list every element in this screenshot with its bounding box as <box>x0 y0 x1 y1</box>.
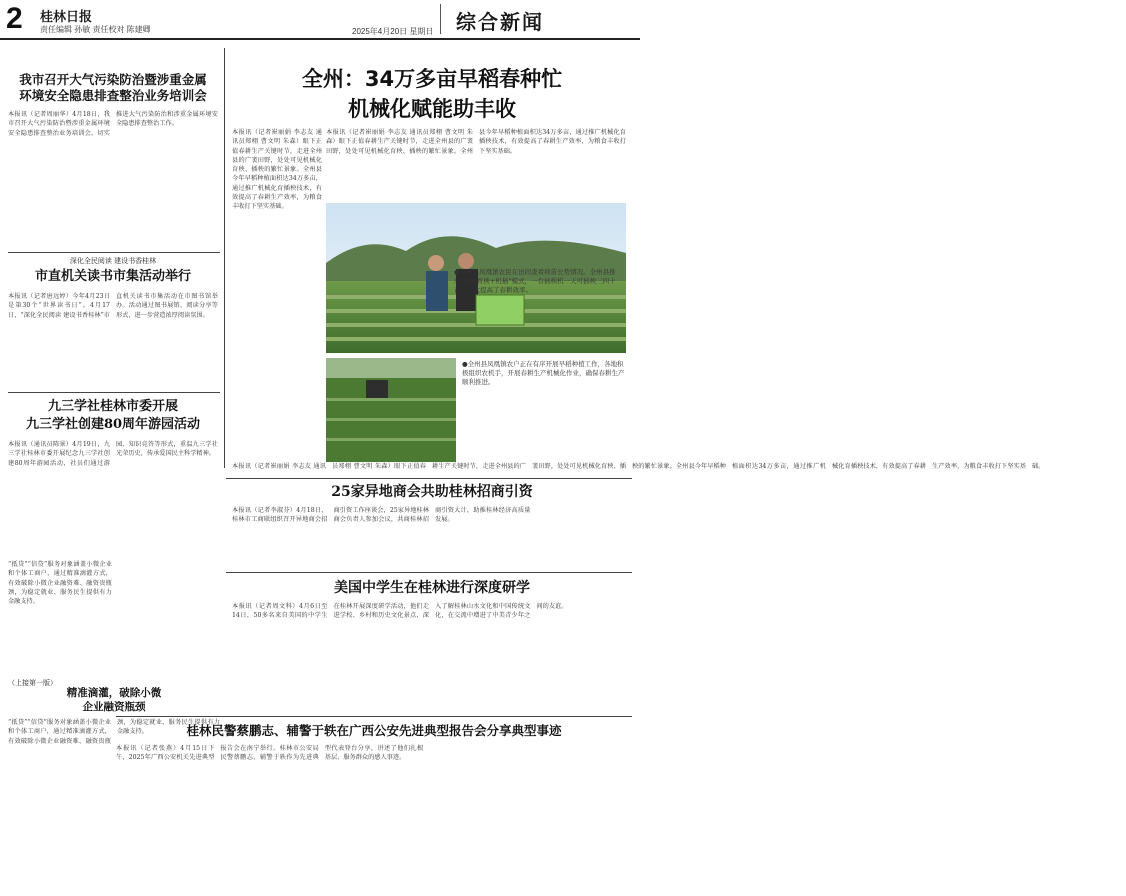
story-kicker: 深化全民阅读 建设书香桂林 <box>69 257 157 265</box>
story-kicker: （上接第一版） <box>8 679 57 687</box>
divider <box>226 478 632 479</box>
story-title-line1: 我市召开大气污染防治暨涉重金属 <box>19 72 207 87</box>
divider <box>116 716 632 717</box>
hero-body-continued <box>232 462 1045 476</box>
story-quanzhou-rice <box>232 64 632 124</box>
story-chambers-of-commerce <box>232 482 632 502</box>
story-title-line2: 企业融资瓶颈 <box>82 701 146 713</box>
divider <box>8 252 220 253</box>
story-finance-title <box>8 686 220 714</box>
story-body: 本报讯（通讯员陈景）4月19日，九三学社桂林市委开展纪念九三学社创建80周年游园活动，社员们通过游园、知识竞答等形式，重温九三学社光荣历史，传承爱国民主科学精神。 <box>8 441 218 467</box>
page-number: 2 <box>6 2 23 35</box>
story-police-heroes <box>116 722 632 740</box>
story-body: 本报讯（记者李淑芬）4月18日，桂林市工商联组织召开异地商会招商引资工作座谈会，25家异地桂林商会负责人参加会议，共商桂林招商引资大计，助推桂林经济高质量发展。 <box>232 507 531 524</box>
story-finance-continued <box>8 560 112 688</box>
photo-caption: ●全州县凤凰镇农民在田间查看秧苗长势情况。全州县推广“机械育秧+机插”模式，一台插秧机一天可插秧三四十亩，大大提高了春耕效率。 <box>454 268 616 294</box>
paper-name: 桂林日报 <box>40 10 93 25</box>
hero-title-line2: 机械化赋能助丰收 <box>348 97 516 121</box>
story-title: 25家异地商会共助桂林招商引资 <box>331 484 533 500</box>
divider <box>226 572 632 573</box>
photo-caption: ●全州县凤凰镇农户正在有序开展早稻种植工作，各地积极组织农机手，开展春耕生产机械化作业，确保春耕生产顺利推进。 <box>462 360 625 386</box>
story-reading-fair <box>8 256 218 400</box>
hero-title-line1: 全州：34万多亩早稻春种忙 <box>301 67 563 91</box>
issue-date: 2025年4月20日 星期日 <box>352 27 434 36</box>
story-jiusan <box>8 398 218 570</box>
story-body: 本报讯（记者唐远婷）今年4月23日是第30个“世界读书日”。4月17日，“深化全民阅读 建设书香桂林”市直机关读书市集活动在市图书馆举办。活动通过图书展销、阅读分享等形式，进一步营造浓厚阅读氛围。 <box>8 293 218 319</box>
story-body: 本报讯（记者张燕）4月15日下午，2025年广西公安机关先进典型报告会在南宁举行。桂林市公安局民警蔡鹏志、辅警于轶作为先进典型代表登台分享，讲述了他们扎根基层、服务群众的感人事迹。 <box>116 745 424 762</box>
story-police-body <box>116 744 632 890</box>
section-title: 综合新闻 <box>456 10 544 34</box>
story-us-students-body <box>232 602 632 710</box>
story-body: “抵贷”“信贷”服务对象涵盖小微企业和个体工商户，通过精准滴灌方式，有效破除小微企业融资难、融资贵瓶颈，为稳定就业、服务民生提供有力金融支持。 <box>8 719 220 745</box>
hero-body-column <box>232 128 322 458</box>
masthead <box>0 0 640 40</box>
story-title: 市直机关读书市集活动举行 <box>34 269 191 284</box>
hero-body: 本报讯（记者崔丽娟 李志友 通讯员郑栩 曹文明 朱森）眼下正值春耕生产关键时节，走进全州县的广袤田野，处处可见机械化育秧、插秧的繁忙景象。全州县今年早稻种植面积达34万多亩，通过推广机械化育插秧技术，有效提高了春耕生产效率，为粮食丰收打下坚实基础。 <box>326 129 626 155</box>
column-divider <box>224 48 225 468</box>
story-title-line2: 九三学社创建80周年游园活动 <box>25 417 201 432</box>
story-body-continued: “抵贷”“信贷”服务对象涵盖小微企业和个体工商户，通过精准滴灌方式，有效破除小微企业融资难、融资贵瓶颈，为稳定就业、服务民生提供有力金融支持。 <box>8 561 112 606</box>
staff-line: 责任编辑 孙敏 责任校对 陈建卿 <box>40 25 151 34</box>
story-title: 美国中学生在桂林进行深度研学 <box>334 580 530 596</box>
story-title-line1: 九三学社桂林市委开展 <box>47 399 178 414</box>
story-air-pollution <box>8 72 218 238</box>
hero-body: 本报讯（记者崔丽娟 李志友 通讯员郑栩 曹文明 朱森）眼下正值春耕生产关键时节，走进全州县的广袤田野，处处可见机械化育秧、插秧的繁忙景象。全州县今年早稻种植面积达34万多亩，通过推广机械化育插秧技术，有效提高了春耕生产效率，为粮食丰收打下坚实基础。 <box>232 463 1045 470</box>
story-title-line2: 环境安全隐患排查整治业务培训会 <box>19 88 207 103</box>
hero-body-column-2 <box>326 128 626 200</box>
story-title-line1: 精准滴灌，破除小微 <box>66 687 162 699</box>
story-us-students <box>232 578 632 598</box>
story-title: 桂林民警蔡鹏志、辅警于轶在广西公安先进典型报告会分享典型事迹 <box>186 723 562 738</box>
story-body: 本报讯（记者周丽华）4月18日，我市召开大气污染防治暨涉重金属环境安全隐患排查整治业务培训会，切实推进大气污染防治和涉重金属环境安全隐患排查整治工作。 <box>8 111 218 137</box>
story-body: 本报讯（记者周文科）4月6日至14日，50多名来自美国的中学生在桂林开展深度研学活动，他们走进学校、乡村和历史文化景点，深入了解桂林山水文化和中国传统文化，在交流中增进了中美青少年之间的友谊。 <box>232 603 568 620</box>
hero-body: 本报讯（记者崔丽娟 李志友 通讯员郑栩 曹文明 朱森）眼下正值春耕生产关键时节，走进全州县的广袤田野，处处可见机械化育秧、插秧的繁忙景象。全州县今年早稻种植面积达34万多亩，通过推广机械化育插秧技术，有效提高了春耕生产效率，为粮食丰收打下坚实基础。 <box>232 129 322 211</box>
divider <box>8 392 220 393</box>
field-photo-2 <box>326 358 456 462</box>
